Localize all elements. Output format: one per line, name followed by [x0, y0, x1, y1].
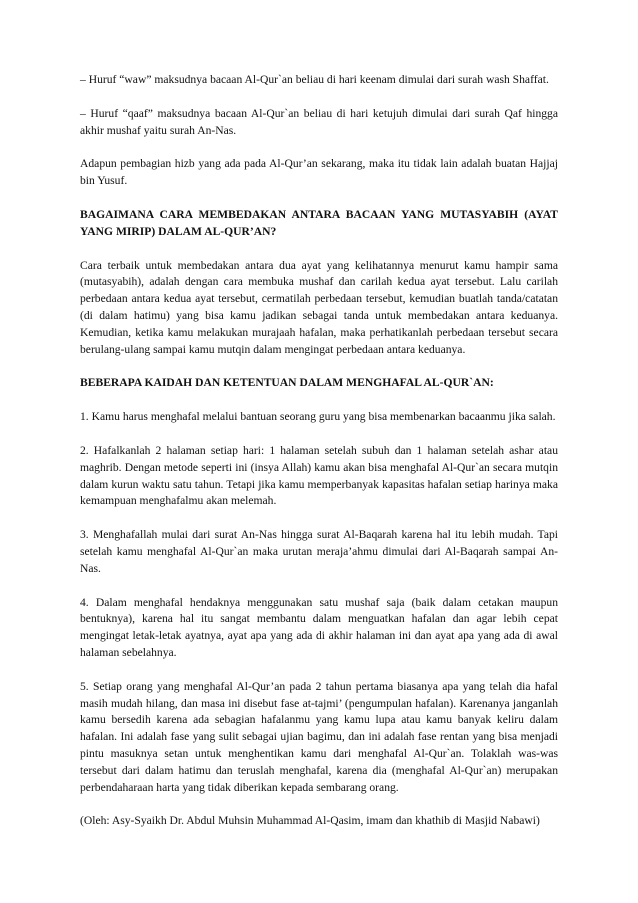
rule-item-5: 5. Setiap orang yang menghafal Al-Qur’an pada 2 tahun pertama biasanya apa yang telah dia hafal masih mudah hilang, dan masa ini disebut fase at-tajmi’ (pengumpulan hafalan). Karenanya janganlah kamu bersedih karena ada sebagian hafalanmu yang kamu lupa atau kamu banyak keliru dalam hafalan. Ini adalah fase yang sulit sebagai ujian bagimu, dan ini adalah fase rentan yang bisa menjadi pintu masuknya setan untuk menghentikan kamu dari menghafal Al-Qur`an. Tolaklah was-was tersebut dari dalam hatimu dan teruslah menghafal, karena dia (menghafal Al-Qur`an) merupakan perbendaharaan harta yang tidak diberikan kepada sembarang orang.: [80, 679, 558, 794]
paragraph-huruf-waw: – Huruf “waw” maksudnya bacaan Al-Qur`an beliau di hari keenam dimulai dari surah wash Shaffat.: [80, 73, 549, 86]
section-heading-kaidah: BEBERAPA KAIDAH DAN KETENTUAN DALAM MENGHAFAL AL-QUR`AN:: [80, 376, 494, 390]
source-attribution: (Oleh: Asy-Syaikh Dr. Abdul Muhsin Muhammad Al-Qasim, imam dan khathib di Masjid Nabawi): [80, 814, 540, 828]
rule-item-3: 3. Menghafallah mulai dari surat An-Nas hingga surat Al-Baqarah karena hal itu lebih mudah. Tapi setelah kamu menghafal Al-Qur`an maka urutan meraja’ahmu dimulai dari Al-Baqarah sampai An-Nas.: [80, 528, 558, 575]
paragraph-huruf-qaaf: – Huruf “qaaf” maksudnya bacaan Al-Qur`an beliau di hari ketujuh dimulai dari surah Qaf hingga akhir mushaf yaitu surah An-Nas.: [80, 106, 558, 137]
paragraph-mutasyabih: Cara terbaik untuk membedakan antara dua ayat yang kelihatannya menurut kamu hampir sama (mutasyabih), adalah dengan cara membuka mushaf dan carilah kedua ayat tersebut. Lalu carilah perbedaan antara kedua ayat tersebut, cermatilah perbedaan tersebut, kemudian buatlah tanda/catatan (di dalam hatimu) yang bisa kamu jadikan sebagai tanda untuk membedakan antara keduanya. Kemudian, ketika kamu melakukan murajaah hafalan, maka perhatikanlah perbedaan tersebut secara berulang-ulang sampai kamu mutqin dalam mengingat perbedaan antara keduanya.: [80, 258, 558, 356]
rule-item-4: 4. Dalam menghafal hendaknya menggunakan satu mushaf saja (baik dalam cetakan maupun bentuknya), karena hal itu sangat membantu dalam menguatkan hafalan dan agar lebih cepat mengingat letak-letak ayatnya, ayat apa yang ada di akhir halaman ini dan ayat apa yang ada di awal halaman sebelahnya.: [80, 595, 558, 659]
document-page: [80, 72, 558, 847]
paragraph-hizb: Adapun pembagian hizb yang ada pada Al-Qur’an sekarang, maka itu tidak lain adalah buatan Hajjaj bin Yusuf.: [80, 157, 558, 188]
rule-item-2: 2. Hafalkanlah 2 halaman setiap hari: 1 halaman setelah subuh dan 1 halaman setelah ashar atau maghrib. Dengan metode seperti ini (insya Allah) kamu akan bisa menghafal Al-Qur`an secara mutqin dalam kurun waktu satu tahun. Tetapi jika kamu memperbanyak kapasitas hafalan setiap harinya maka kemampuan menghafalmu akan melemah.: [80, 443, 558, 508]
rule-item-1: 1. Kamu harus menghafal melalui bantuan seorang guru yang bisa membenarkan bacaanmu jika salah.: [80, 410, 556, 424]
section-heading-mutasyabih: BAGAIMANA CARA MEMBEDAKAN ANTARA BACAAN YANG MUTASYABIH (AYAT YANG MIRIP) DALAM AL-QUR’AN?: [80, 207, 558, 238]
